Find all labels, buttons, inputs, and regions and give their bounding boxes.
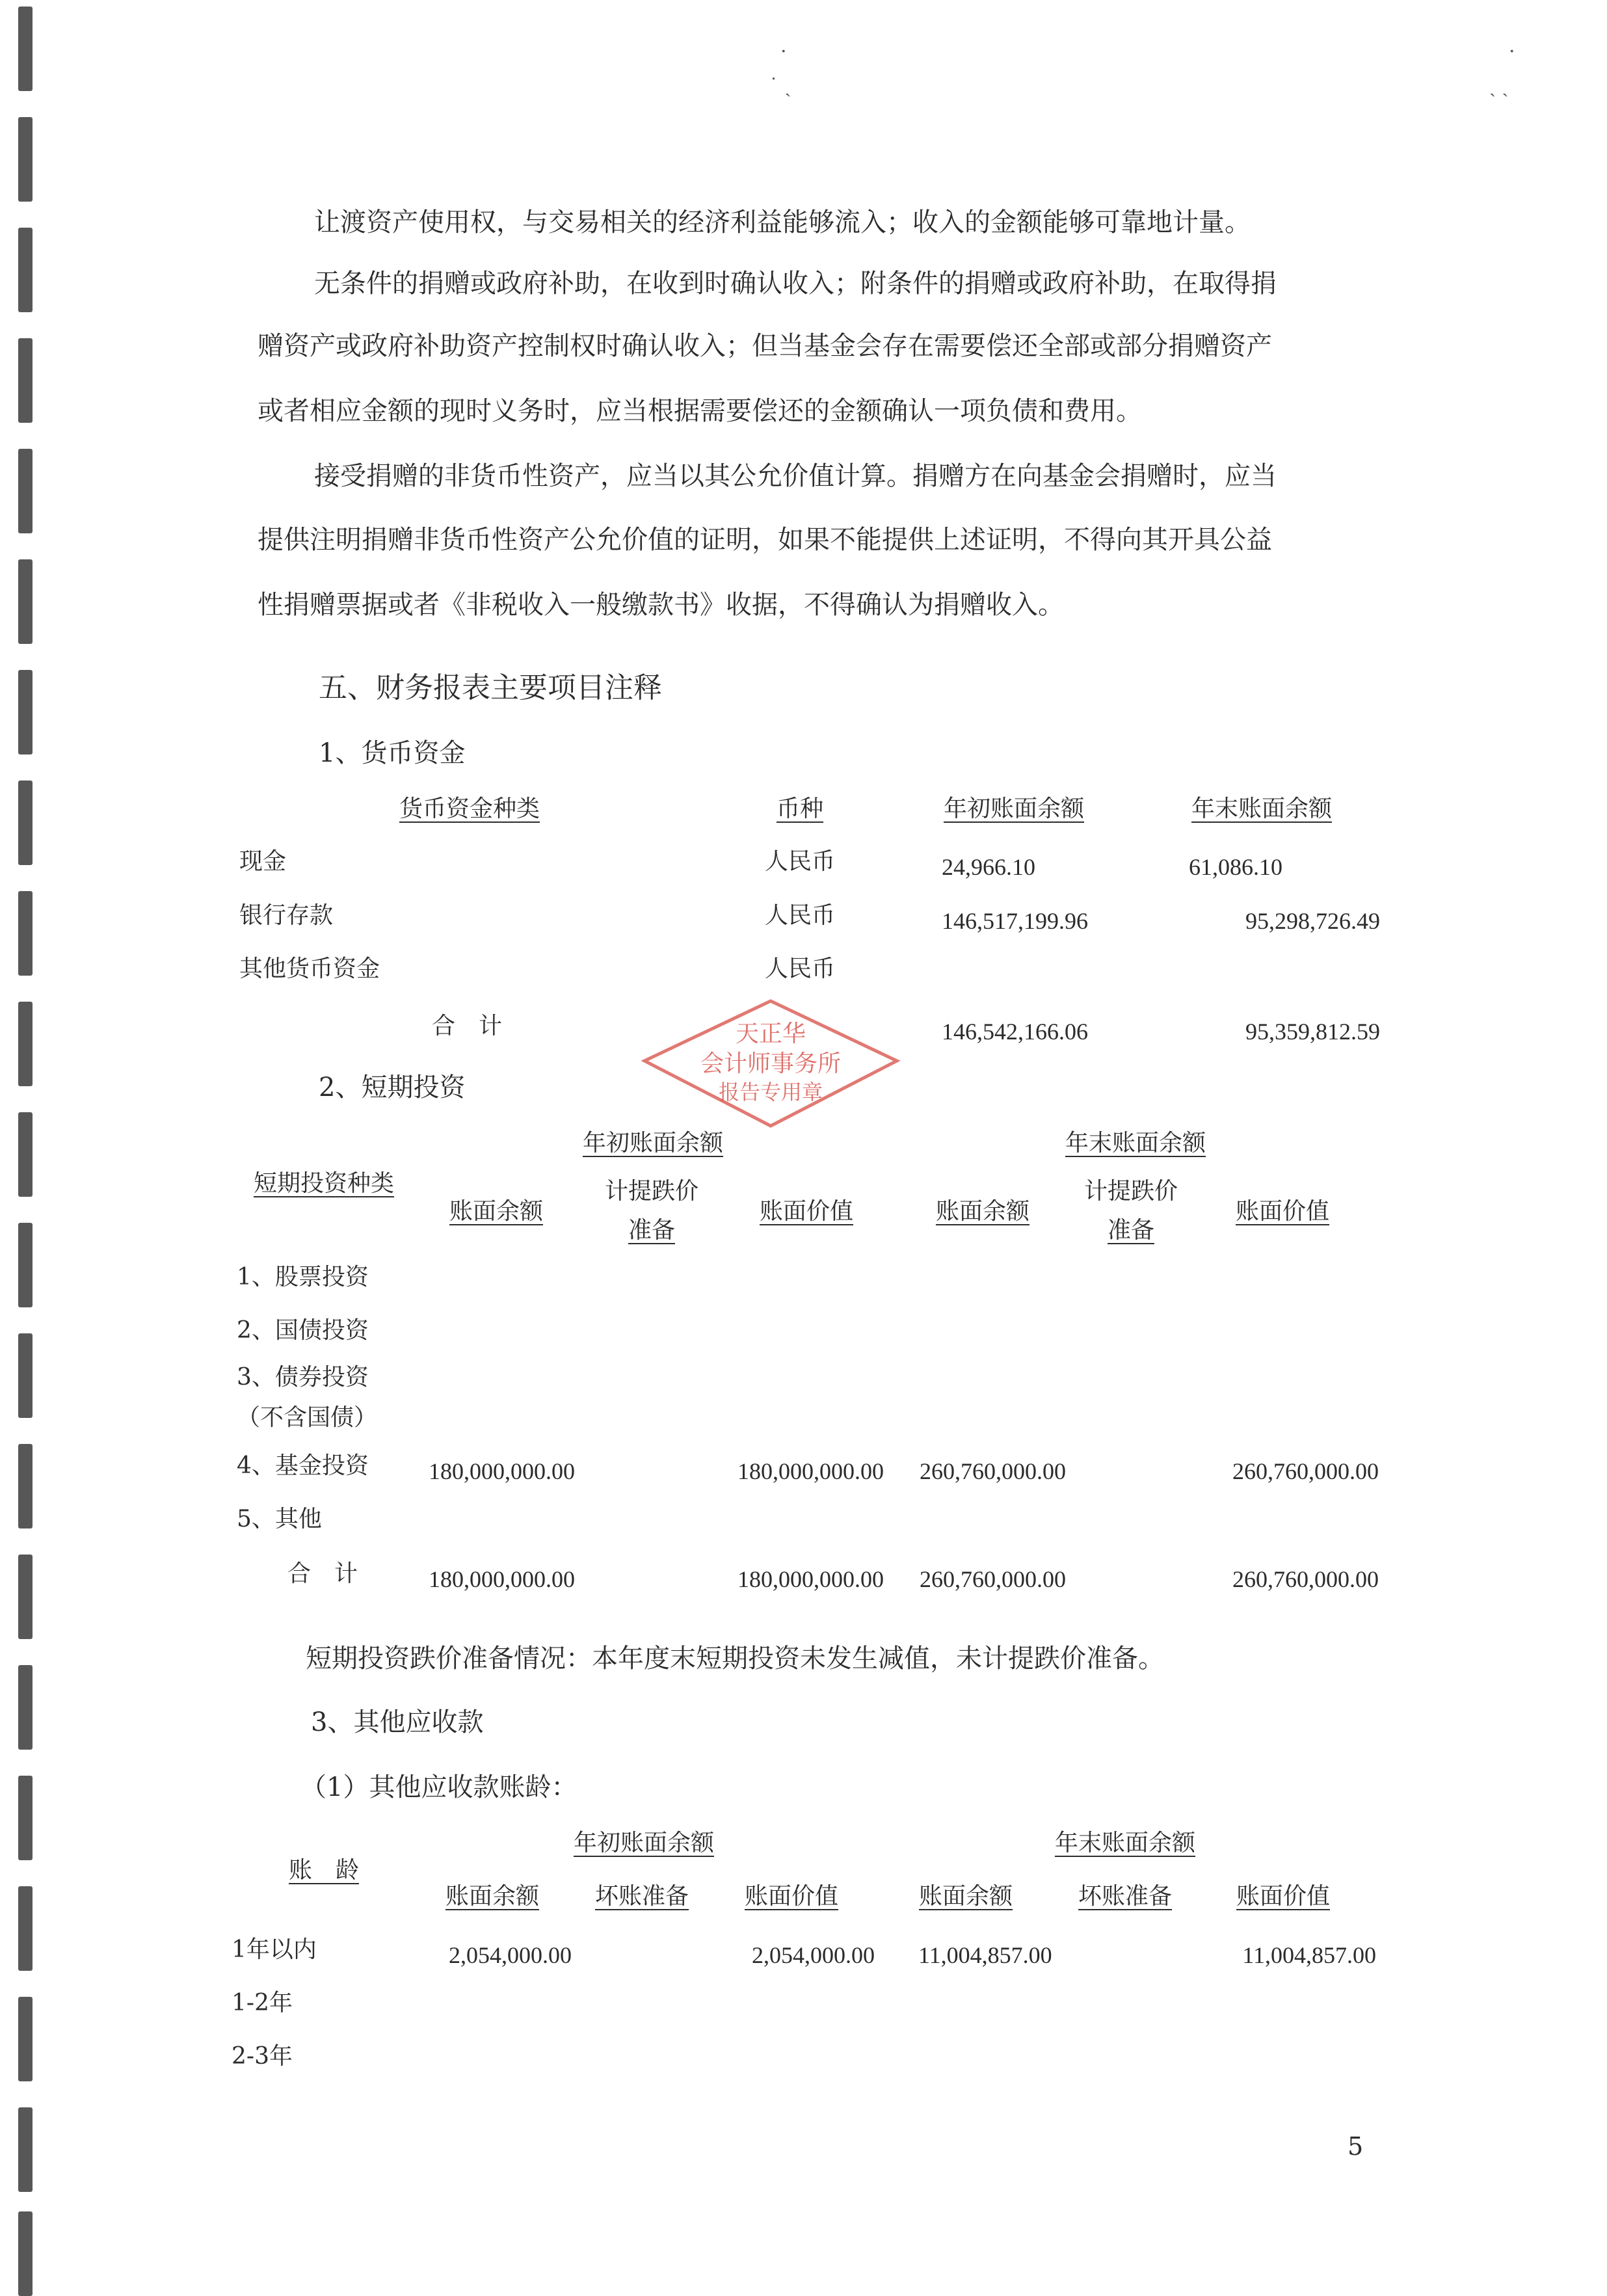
seal-text: 天正华 (735, 1021, 806, 1047)
value-cell: 24,966.10 (942, 854, 1035, 880)
value-cell: 180,000,000.00 (737, 1566, 884, 1592)
value-cell: 95,359,812.59 (1245, 1019, 1380, 1045)
seal-text: 报告专用章 (718, 1080, 823, 1104)
column-header: 短期投资种类 (253, 1170, 395, 1197)
row-label: 银行存款 (239, 902, 334, 929)
total-label: 合 计 (287, 1560, 358, 1587)
subsection-title: 1、货币资金 (319, 738, 466, 768)
auditor-seal (641, 998, 901, 1128)
binding-hole (18, 1112, 33, 1197)
row-label: 其他货币资金 (239, 955, 380, 982)
row-label: 3、债券投资 (237, 1364, 369, 1391)
paragraph-line: 提供注明捐赠非货币性资产公允价值的证明，如果不能提供上述证明，不得向其开具公益 (258, 525, 1272, 555)
row-label: 4、基金投资 (237, 1452, 369, 1479)
binding-hole (18, 1555, 33, 1639)
value-cell: 260,760,000.00 (1232, 1458, 1379, 1484)
value-cell: 2,054,000.00 (752, 1942, 875, 1968)
binding-hole (18, 7, 33, 91)
value-cell: 180,000,000.00 (429, 1458, 575, 1484)
column-header: 准备 (1107, 1217, 1155, 1244)
scan-mark: ˙ ˎ (769, 75, 791, 98)
scan-mark: · (780, 40, 787, 63)
paragraph-line: 赠资产或政府补助资产控制权时确认收入；但当基金会存在需要偿还全部或部分捐赠资产 (258, 331, 1272, 361)
column-header: 计提跌价 (1083, 1178, 1178, 1205)
row-label: 2-3年 (232, 2043, 293, 2070)
row-label: 1-2年 (232, 1990, 293, 2016)
paragraph-line: 让渡资产使用权，与交易相关的经济利益能够流入；收入的金额能够可靠地计量。 (314, 207, 1251, 237)
row-label: 2、国债投资 (237, 1317, 369, 1344)
total-label: 合 计 (432, 1013, 503, 1039)
binding-holes (14, 0, 36, 2275)
binding-hole (18, 670, 33, 754)
binding-hole (18, 1776, 33, 1860)
scan-mark: · (1509, 40, 1515, 63)
column-header: 坏账准备 (594, 1883, 689, 1910)
subsection-subtitle: （1）其他应收款账龄： (300, 1772, 578, 1802)
group-header: 年末账面余额 (1065, 1130, 1206, 1156)
value-cell: 260,760,000.00 (920, 1566, 1066, 1592)
row-label: 1年以内 (232, 1936, 317, 1963)
column-header: 坏账准备 (1078, 1883, 1173, 1910)
binding-hole (18, 559, 33, 644)
binding-hole (18, 2211, 33, 2296)
column-header: 账面余额 (445, 1883, 540, 1910)
currency-cell: 人民币 (765, 902, 836, 929)
column-header: 账面价值 (1236, 1883, 1331, 1910)
group-header: 年初账面余额 (582, 1130, 724, 1156)
paragraph-line: 性捐赠票据或者《非税收入一般缴款书》收据，不得确认为捐赠收入。 (258, 590, 1064, 620)
column-header: 账面价值 (1235, 1198, 1330, 1225)
column-header: 账面余额 (935, 1198, 1030, 1225)
binding-hole (18, 1444, 33, 1528)
value-cell: 180,000,000.00 (429, 1566, 575, 1592)
value-cell: 61,086.10 (1189, 854, 1282, 880)
paragraph-line: 接受捐赠的非货币性资产，应当以其公允价值计算。捐赠方在向基金会捐赠时，应当 (314, 461, 1277, 491)
value-cell: 11,004,857.00 (918, 1942, 1052, 1968)
value-cell: 11,004,857.00 (1242, 1942, 1376, 1968)
column-header: 账面价值 (744, 1883, 839, 1910)
column-header: 准备 (628, 1217, 676, 1244)
column-header: 账面余额 (918, 1883, 1013, 1910)
paragraph-line: 无条件的捐赠或政府补助，在收到时确认收入；附条件的捐赠或政府补助，在取得捐 (314, 269, 1277, 299)
binding-hole (18, 228, 33, 312)
column-header: 账 龄 (288, 1857, 360, 1884)
investment-note: 短期投资跌价准备情况：本年度末短期投资未发生减值，未计提跌价准备。 (306, 1644, 1164, 1674)
value-cell: 180,000,000.00 (737, 1458, 884, 1484)
subsection-title: 2、短期投资 (319, 1073, 466, 1102)
scan-mark: ˏ ˎ (1489, 75, 1509, 98)
value-cell: 260,760,000.00 (1232, 1566, 1379, 1592)
row-label: （不含国债） (237, 1404, 378, 1431)
group-header: 年末账面余额 (1054, 1830, 1196, 1856)
section-heading: 五、财务报表主要项目注释 (319, 671, 662, 704)
binding-hole (18, 781, 33, 865)
binding-hole (18, 1665, 33, 1750)
binding-hole (18, 1002, 33, 1086)
page-number: 5 (1348, 2132, 1364, 2161)
binding-hole (18, 891, 33, 976)
group-header: 年初账面余额 (573, 1830, 715, 1856)
seal-text: 会计师事务所 (700, 1050, 842, 1077)
binding-hole (18, 449, 33, 533)
column-header: 计提跌价 (604, 1178, 699, 1205)
value-cell: 95,298,726.49 (1245, 908, 1380, 934)
value-cell: 146,542,166.06 (942, 1019, 1088, 1045)
binding-hole (18, 1223, 33, 1307)
currency-cell: 人民币 (765, 848, 836, 875)
column-header: 账面余额 (449, 1198, 544, 1225)
binding-hole (18, 1333, 33, 1418)
value-cell: 260,760,000.00 (920, 1458, 1066, 1484)
binding-hole (18, 1886, 33, 1971)
binding-hole (18, 2107, 33, 2192)
binding-hole (18, 117, 33, 202)
column-header: 账面价值 (759, 1198, 854, 1225)
value-cell: 146,517,199.96 (942, 908, 1088, 934)
row-label: 5、其他 (237, 1506, 322, 1532)
column-header: 货币资金种类 (399, 795, 540, 822)
binding-hole (18, 1997, 33, 2081)
row-label: 现金 (239, 848, 287, 875)
column-header: 年末账面余额 (1191, 795, 1333, 822)
binding-hole (18, 338, 33, 423)
row-label: 1、股票投资 (237, 1264, 369, 1290)
currency-cell: 人民币 (765, 955, 836, 982)
value-cell: 2,054,000.00 (449, 1942, 572, 1968)
subsection-title: 3、其他应收款 (311, 1707, 484, 1737)
paragraph-line: 或者相应金额的现时义务时，应当根据需要偿还的金额确认一项负债和费用。 (258, 396, 1142, 426)
column-header: 年初账面余额 (943, 795, 1085, 822)
column-header: 币种 (776, 795, 824, 822)
